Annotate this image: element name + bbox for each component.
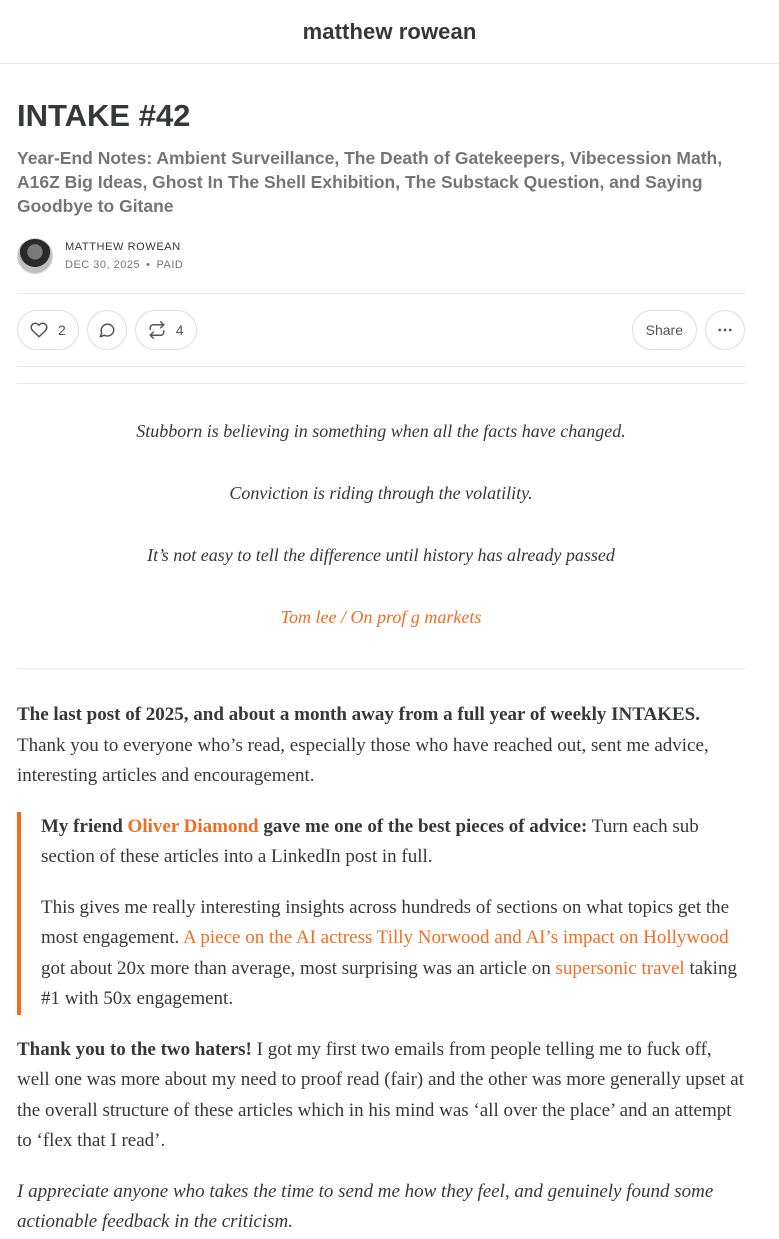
site-name[interactable]: matthew rowean [302,18,477,44]
restack-button[interactable] [135,310,197,350]
body-text: taking #1 with 50x engagement. [41,957,737,1009]
body-text: got about 20x more than average, most surprising was an article on [41,957,556,979]
top-bar [0,0,779,64]
engagement-buttons [17,310,197,350]
byline-text [65,241,183,271]
supersonic-travel-link[interactable]: supersonic travel [555,957,685,979]
body-paragraph [17,1035,745,1157]
heart-icon [30,321,48,339]
post-subtitle: Year-End Notes: Ambient Surveillance, The Death of Gatekeepers, Vibecession Math, A16Z Big Ideas, Ghost In The Shell Exhibition, The Substack Question, and Saying Goodbye to Gitane [17,148,723,216]
body-text: This gives me really interesting insights across hundreds of sections on what topics get the most engagement. [41,896,730,948]
bold-text: Thank you to the two haters! [17,1038,252,1060]
avatar[interactable] [17,238,53,274]
like-button[interactable] [17,310,79,350]
bold-text: The last post of 2025, and about a month away from a full year of weekly INTAKES. [17,704,700,725]
quote-line: Stubborn is believing in something when all the facts have changed. [136,421,626,441]
callout-paragraph [41,812,745,873]
post-title: INTAKE #42 [17,98,191,133]
post-date: DEC 30, 2025 [65,259,141,271]
pull-quote [17,384,745,669]
comment-button[interactable] [87,310,127,350]
post-actions-bar [17,293,745,367]
share-buttons [632,310,745,350]
quote-line: It’s not easy to tell the difference until history has already passed [147,545,615,565]
tilly-norwood-article-link[interactable]: A piece on the AI actress Tilly Norwood and AI’s impact on Hollywood [182,927,729,948]
access-badge: PAID [156,259,184,271]
body-text: Turn each sub section of these articles into a LinkedIn post in full. [41,815,699,867]
bold-text: My friend [41,815,128,837]
meta-separator: • [146,259,151,271]
post-body [17,700,745,1238]
comment-icon [98,321,116,339]
oliver-diamond-link[interactable]: Oliver Diamond [127,815,259,837]
quote-attribution: Tom lee / On prof g markets [280,607,482,627]
author-name[interactable]: MATTHEW ROWEAN [65,241,181,253]
more-options-button[interactable] [705,310,745,350]
post-container [0,98,779,1238]
byline [17,238,745,274]
callout-paragraph [41,893,745,1015]
restack-count: 4 [175,322,184,338]
bold-text: gave me one of the best pieces of advice: [258,815,588,837]
italic-paragraph: I appreciate anyone who takes the time to send me how they feel, and genuinely found some actionable feedback in the criticism. [17,1180,714,1232]
post-meta [65,259,183,271]
like-count: 2 [58,322,66,338]
callout-block [17,812,745,1015]
quote-line: Conviction is riding through the volatility. [229,483,533,503]
body-paragraph [17,700,745,792]
ellipsis-icon [716,321,734,339]
body-text: Thank you to everyone who’s read, especially those who have reached out, sent me advice, interesting articles and encouragement. [17,734,709,786]
share-button[interactable]: Share [632,310,697,350]
body-text: I got my first two emails from people telling me to fuck off, well one was more about my need to proof read (fair) and the other was more generally upset at the overall structure of these articles which in his mind was ‘all over the place’ and an attempt to ‘flex that I read’. [17,1038,745,1151]
restack-icon [148,321,166,339]
